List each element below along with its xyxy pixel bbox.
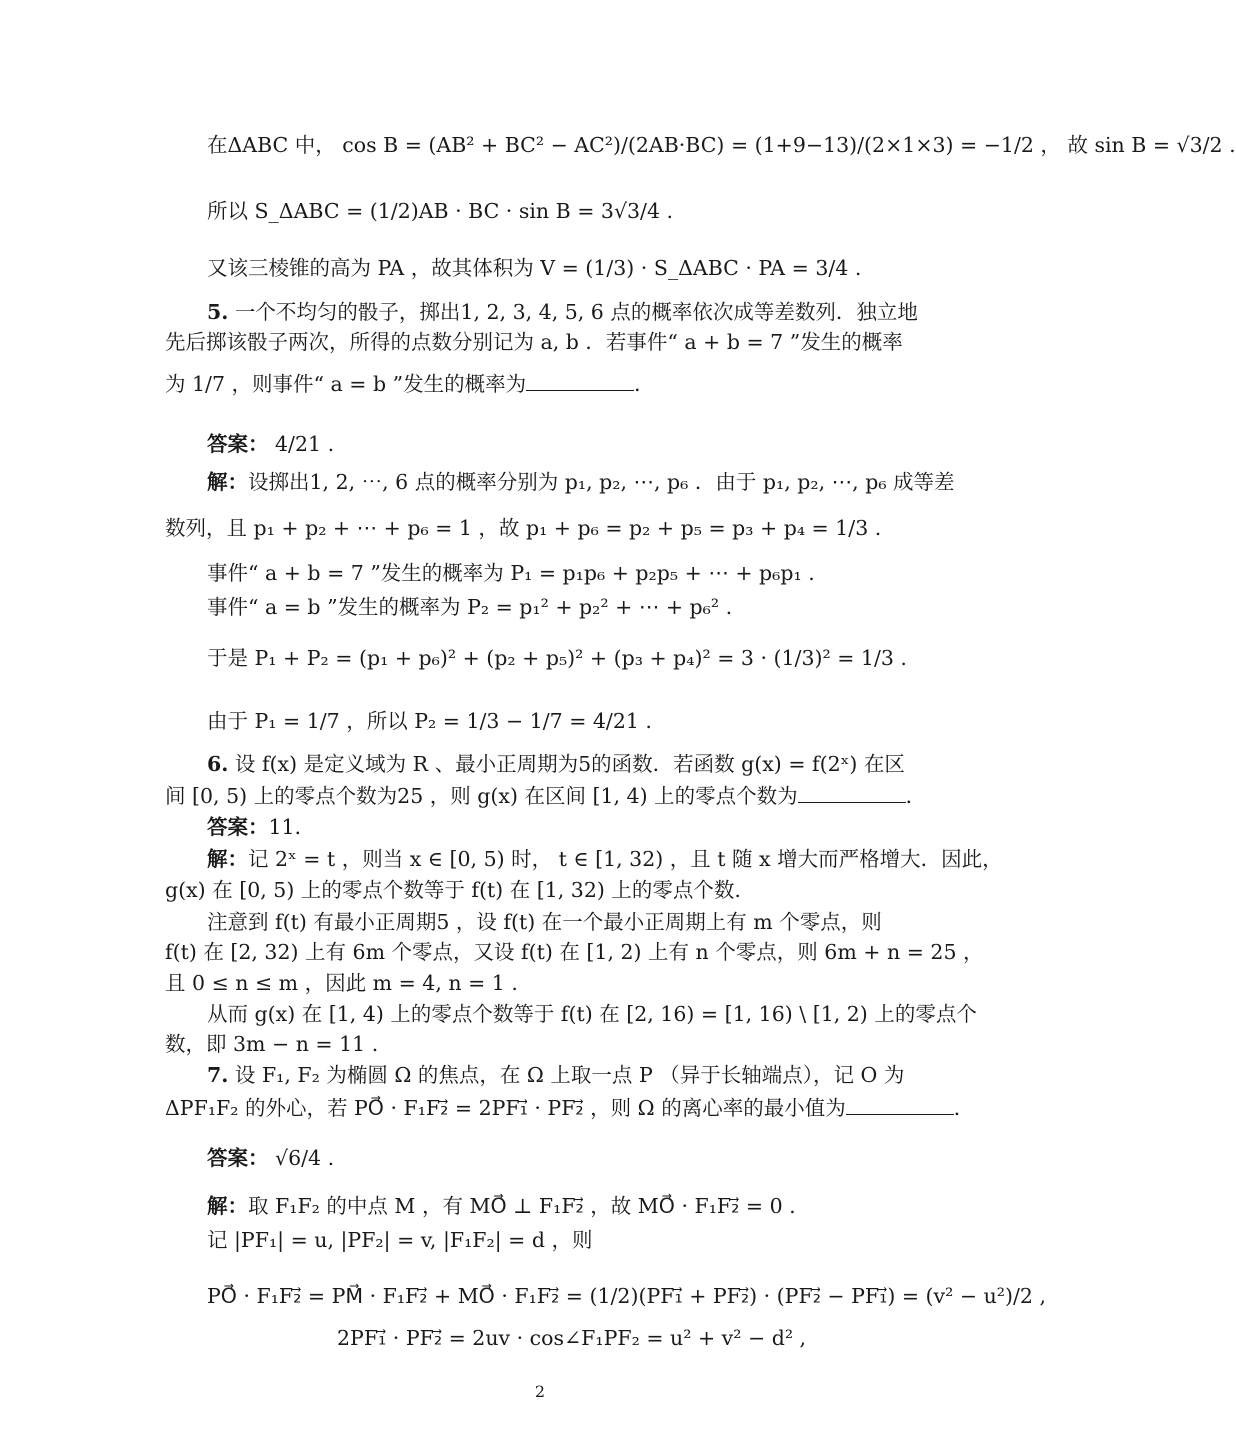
line-text: 11． (268, 815, 316, 839)
text-line-l17 (0, 847, 1080, 871)
text-line-l1 (0, 117, 1236, 173)
line-label: 6. (207, 752, 229, 776)
text-line-l10 (0, 561, 1080, 585)
line-label: 答案： (207, 1146, 269, 1170)
line-label: 5. (207, 300, 229, 324)
text-line-l20 (0, 940, 1080, 964)
line-text: 从而 g(x) 在 [1, 4) 上的零点个数等于 f(t) 在 [2, 16) = [1, 16) \ [1, 2) 上的零点个 (207, 1002, 977, 1026)
line-text: 所以 S_ΔABC = (1/2)AB · BC · sin B = 3√3/4 . (207, 199, 674, 223)
line-text: 先后掷该骰子两次，所得的点数分别记为 a, b ．若事件“ a + b = 7 ”发生的概率 (165, 330, 903, 354)
text-line-l9 (0, 500, 1080, 556)
answer-blank (798, 784, 906, 803)
line-text: 且 0 ≤ n ≤ m ，因此 m = 4, n = 1 . (165, 971, 518, 995)
line-text: 数列，且 p₁ + p₂ + ⋯ + p₆ = 1 ，故 p₁ + p₆ = p₂ + p₅ = p₃ + p₄ = 1/3 . (165, 516, 882, 540)
text-line-l26 (0, 1130, 1080, 1186)
line-text: 2PF₁⃗ · PF₂⃗ = 2uv · cos∠F₁PF₂ = u² + v² − d² , (337, 1326, 807, 1350)
answer-blank (846, 1096, 954, 1115)
text-line-l23 (0, 1032, 1080, 1056)
line-label: 7. (207, 1063, 229, 1087)
line-text: 于是 P₁ + P₂ = (p₁ + p₆)² + (p₂ + p₅)² + (p₃ + p₄)² = 3 · (1/3)² = 1/3 . (207, 646, 907, 670)
line-text: PO⃗ · F₁F₂⃗ = PM⃗ · F₁F₂⃗ + MO⃗ · F₁F₂⃗ = (1/2)(PF₁⃗ + PF₂⃗) · (PF₂⃗ − PF₁⃗) = (v² − u²)/2 , (207, 1284, 1046, 1308)
text-line-l18 (0, 878, 1080, 902)
text-line-l3 (0, 240, 1080, 296)
text-line-l4 (0, 300, 1080, 324)
text-line-l12 (0, 630, 1080, 686)
line-text: 事件“ a + b = 7 ”发生的概率为 P₁ = p₁p₆ + p₂p₅ + ⋯ + p₆p₁ . (207, 561, 815, 585)
text-line-l27 (0, 1194, 1080, 1218)
line-text: 记 |PF₁| = u, |PF₂| = v, |F₁F₂| = d ，则 (207, 1228, 593, 1252)
blank-period: ． (953, 1096, 975, 1120)
text-line-l16 (0, 815, 1080, 839)
text-line-l28 (0, 1228, 1080, 1252)
text-line-l11 (0, 595, 1080, 619)
line-text: 间 [0, 5) 上的零点个数为25 ，则 g(x) 在区间 [1, 4) 上的零点个数为 (165, 784, 798, 808)
line-text: ΔPF₁F₂ 的外心，若 PO⃗ · F₁F₂⃗ = 2PF₁⃗ · PF₂⃗ ，则 Ω 的离心率的最小值为 (165, 1096, 846, 1120)
line-text: 设 f(x) 是定义域为 R 、最小正周期为5的函数．若函数 g(x) = f(2ˣ) 在区 (228, 752, 905, 776)
page-number: 2 (534, 1382, 546, 1401)
line-text: 由于 P₁ = 1/7 ，所以 P₂ = 1/3 − 1/7 = 4/21 . (207, 709, 652, 733)
line-text: 为 1/7 ，则事件“ a = b ”发生的概率为 (165, 372, 527, 396)
text-line-l5 (0, 330, 1080, 354)
text-line-l30 (0, 1326, 1080, 1350)
text-line-l13 (0, 693, 1080, 749)
blank-period: ． (634, 372, 655, 396)
line-text: 在ΔABC 中， cos B = (AB² + BC² − AC²)/(2AB·BC) = (1+9−13)/(2×1×3) = −1/2 ， 故 sin B = √3/2 . (207, 133, 1236, 157)
text-line-l19 (0, 910, 1080, 934)
line-text: 记 2ˣ = t ，则当 x ∈ [0, 5) 时， t ∈ [1, 32) ，且 t 随 x 增大而严格增大．因此， (248, 847, 1003, 871)
line-label: 解： (207, 1194, 248, 1218)
line-label: 答案： (207, 815, 269, 839)
text-line-l24 (0, 1063, 1080, 1087)
line-text: f(t) 在 [2, 32) 上有 6m 个零点，又设 f(t) 在 [1, 2) 上有 n 个零点，则 6m + n = 25 ， (165, 940, 984, 964)
line-label: 解： (207, 847, 248, 871)
line-text: 数，即 3m − n = 11 . (165, 1032, 379, 1056)
text-line-l14 (0, 752, 1080, 776)
text-line-l8 (0, 470, 1080, 494)
line-text: √6/4 . (268, 1146, 335, 1170)
line-label: 解： (207, 470, 248, 494)
line-text: 注意到 f(t) 有最小正周期5 ，设 f(t) 在一个最小正周期上有 m 个零点，则 (207, 910, 882, 934)
line-text: 4/21 . (268, 432, 335, 456)
blank-period: ． (905, 784, 927, 808)
text-line-l25 (0, 1096, 1080, 1120)
text-line-l29 (0, 1268, 1080, 1324)
line-text: 一个不均匀的骰子，掷出1, 2, 3, 4, 5, 6 点的概率依次成等差数列．独立地 (228, 300, 918, 324)
line-text: g(x) 在 [0, 5) 上的零点个数等于 f(t) 在 [1, 32) 上的零点个数. (165, 878, 741, 902)
text-line-l7 (0, 416, 1080, 472)
line-text: 设 F₁, F₂ 为椭圆 Ω 的焦点，在 Ω 上取一点 P （异于长轴端点），记 O 为 (228, 1063, 905, 1087)
text-line-l15 (0, 784, 1080, 808)
text-line-l22 (0, 1002, 1080, 1026)
line-text: 设掷出1, 2, ⋯, 6 点的概率分别为 p₁, p₂, ⋯, p₆ ．由于 p₁, p₂, ⋯, p₆ 成等差 (248, 470, 955, 494)
text-line-l21 (0, 971, 1080, 995)
answer-blank (526, 372, 634, 391)
line-text: 事件“ a = b ”发生的概率为 P₂ = p₁² + p₂² + ⋯ + p₆² . (207, 595, 733, 619)
text-line-l2 (0, 183, 1080, 239)
line-text: 取 F₁F₂ 的中点 M ，有 MO⃗ ⊥ F₁F₂⃗ ，故 MO⃗ · F₁F₂⃗ = 0 . (248, 1194, 796, 1218)
line-label: 答案： (207, 432, 269, 456)
line-text: 又该三棱锥的高为 PA ，故其体积为 V = (1/3) · S_ΔABC · PA = 3/4 . (207, 256, 862, 280)
text-line-l6 (0, 356, 1080, 412)
